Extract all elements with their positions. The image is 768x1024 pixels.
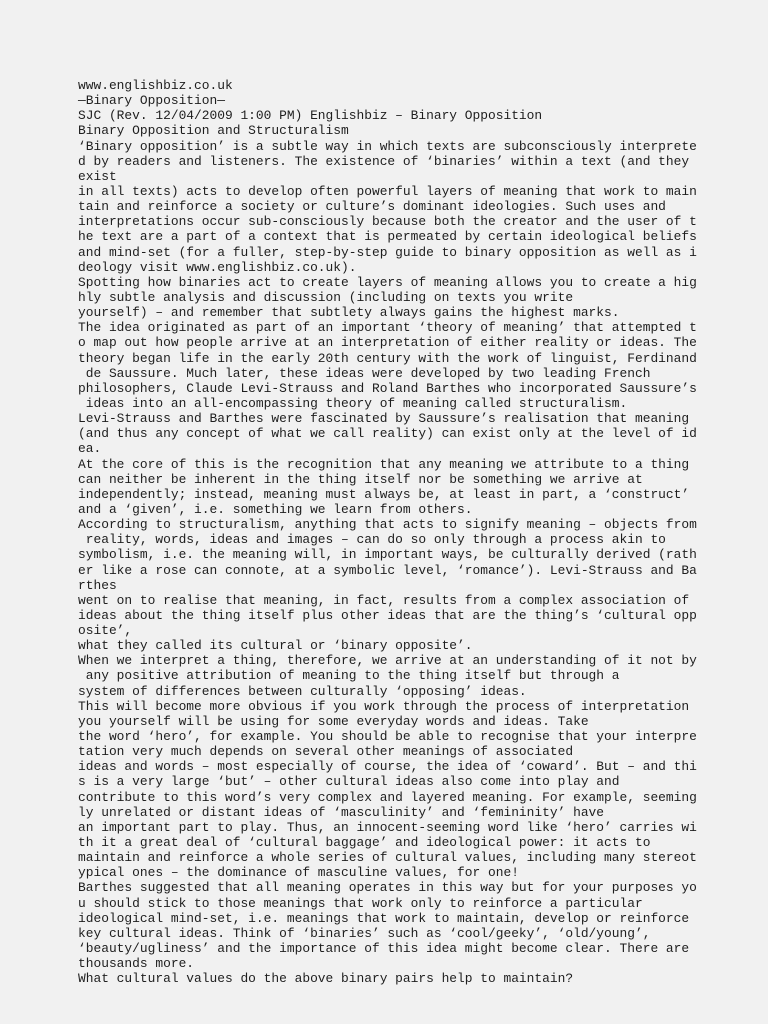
text-line: Levi-Strauss and Barthes were fascinated by Saussure’s realisation that meaning (78, 411, 690, 427)
text-line: tation very much depends on several other meanings of associated (78, 744, 574, 760)
text-line: th it a great deal of ‘cultural baggage’ and ideological power: it acts to (78, 835, 651, 851)
text-line: Spotting how binaries act to create layers of meaning allows you to create a hig (78, 274, 697, 290)
text-line: can neither be inherent in the thing itself nor be something we arrive at (78, 471, 643, 487)
text-line: (and thus any concept of what we call reality) can exist only at the level of id (78, 426, 697, 442)
text-line: ideas into an all-encompassing theory of meaning called structuralism. (78, 395, 628, 411)
text-line: s is a very large ‘but’ – other cultural ideas also come into play and (78, 774, 620, 790)
text-line: in all texts) acts to develop often powerful layers of meaning that work to main (78, 183, 697, 199)
text-line: interpretations occur sub-consciously because both the creator and the user of t (78, 214, 697, 230)
text-line: yourself) – and remember that subtlety always gains the highest marks. (78, 305, 620, 321)
text-line: ly unrelated or distant ideas of ‘masculinity’ and ‘femininity’ have (78, 804, 605, 820)
text-line: you yourself will be using for some everyday words and ideas. Take (78, 713, 589, 729)
text-line: When we interpret a thing, therefore, we arrive at an understanding of it not by (78, 653, 697, 669)
text-line: key cultural ideas. Think of ‘binaries’ such as ‘cool/geeky’, ‘old/young’, (78, 925, 651, 941)
text-line: —Binary Opposition— (78, 93, 225, 109)
text-line: er like a rose can connote, at a symbolic level, ‘romance’). Levi-Strauss and Ba (78, 562, 697, 578)
text-line: theory began life in the early 20th century with the work of linguist, Ferdinand (78, 350, 697, 366)
text-line: contribute to this word’s very complex and layered meaning. For example, seeming (78, 789, 697, 805)
text-line: hly subtle analysis and discussion (including on texts you write (78, 289, 574, 305)
text-line: system of differences between culturally ‘opposing’ ideas. (78, 683, 527, 699)
text-line: rthes (78, 577, 117, 593)
text-line: Binary Opposition and Structuralism (78, 123, 349, 139)
text-line: exist (78, 168, 117, 184)
text-line: thousands more. (78, 956, 195, 972)
text-line: At the core of this is the recognition that any meaning we attribute to a thing (78, 456, 690, 472)
text-line: ‘beauty/ugliness’ and the importance of this idea might become clear. There are (78, 941, 690, 957)
text-line: Barthes suggested that all meaning operates in this way but for your purposes yo (78, 880, 697, 896)
text-line: and a ‘given’, i.e. something we learn from others. (78, 501, 473, 517)
text-line: went on to realise that meaning, in fact, results from a complex association of (78, 592, 690, 608)
text-line: an important part to play. Thus, an innocent-seeming word like ‘hero’ carries wi (78, 819, 697, 835)
text-line: What cultural values do the above binary pairs help to maintain? (78, 971, 574, 987)
text-line: d by readers and listeners. The existence of ‘binaries’ within a text (and they (78, 153, 690, 169)
text-line: SJC (Rev. 12/04/2009 1:00 PM) Englishbiz – Binary Opposition (78, 108, 543, 124)
text-line: www.englishbiz.co.uk (78, 78, 233, 93)
text-line: the word ‘hero’, for example. You should be able to recognise that your interpre (78, 729, 697, 745)
text-line: The idea originated as part of an important ‘theory of meaning’ that attempted t (78, 320, 697, 336)
text-line: u should stick to those meanings that work only to reinforce a particular (78, 895, 643, 911)
text-line: independently; instead, meaning must always be, at least in part, a ‘construct’ (78, 486, 690, 502)
text-line: ‘Binary opposition’ is a subtle way in which texts are subconsciously interprete (78, 138, 697, 154)
text-line: ideas about the thing itself plus other ideas that are the thing’s ‘cultural opp (78, 607, 697, 623)
text-line: any positive attribution of meaning to the thing itself but through a (78, 668, 620, 684)
text-line: de Saussure. Much later, these ideas were developed by two leading French (78, 365, 651, 381)
text-line: what they called its cultural or ‘binary opposite’. (78, 638, 473, 654)
text-line: o map out how people arrive at an interpretation of either reality or ideas. The (78, 335, 697, 351)
text-line: ideological mind-set, i.e. meanings that work to maintain, develop or reinforce (78, 910, 690, 926)
text-line: he text are a part of a context that is permeated by certain ideological beliefs (78, 229, 697, 245)
text-line: osite’, (78, 623, 133, 639)
text-line: symbolism, i.e. the meaning will, in important ways, be culturally derived (rath (78, 547, 697, 563)
text-line: maintain and reinforce a whole series of cultural values, including many stereot (78, 850, 697, 866)
text-line: deology visit www.englishbiz.co.uk). (78, 259, 357, 275)
text-line: and mind-set (for a fuller, step-by-step guide to binary opposition as well as i (78, 244, 697, 260)
text-line: ypical ones – the dominance of masculine values, for one! (78, 865, 519, 881)
text-line: ea. (78, 441, 102, 457)
text-line: philosophers, Claude Levi-Strauss and Roland Barthes who incorporated Saussure’s (78, 380, 697, 396)
text-line: ideas and words – most especially of course, the idea of ‘coward’. But – and thi (78, 759, 697, 775)
text-line: This will become more obvious if you work through the process of interpretation (78, 698, 690, 714)
text-line: reality, words, ideas and images – can do so only through a process akin to (78, 532, 666, 548)
document-text (78, 78, 768, 986)
text-line: tain and reinforce a society or culture’s dominant ideologies. Such uses and (78, 199, 666, 215)
text-line: According to structuralism, anything that acts to signify meaning – objects from (78, 517, 697, 533)
